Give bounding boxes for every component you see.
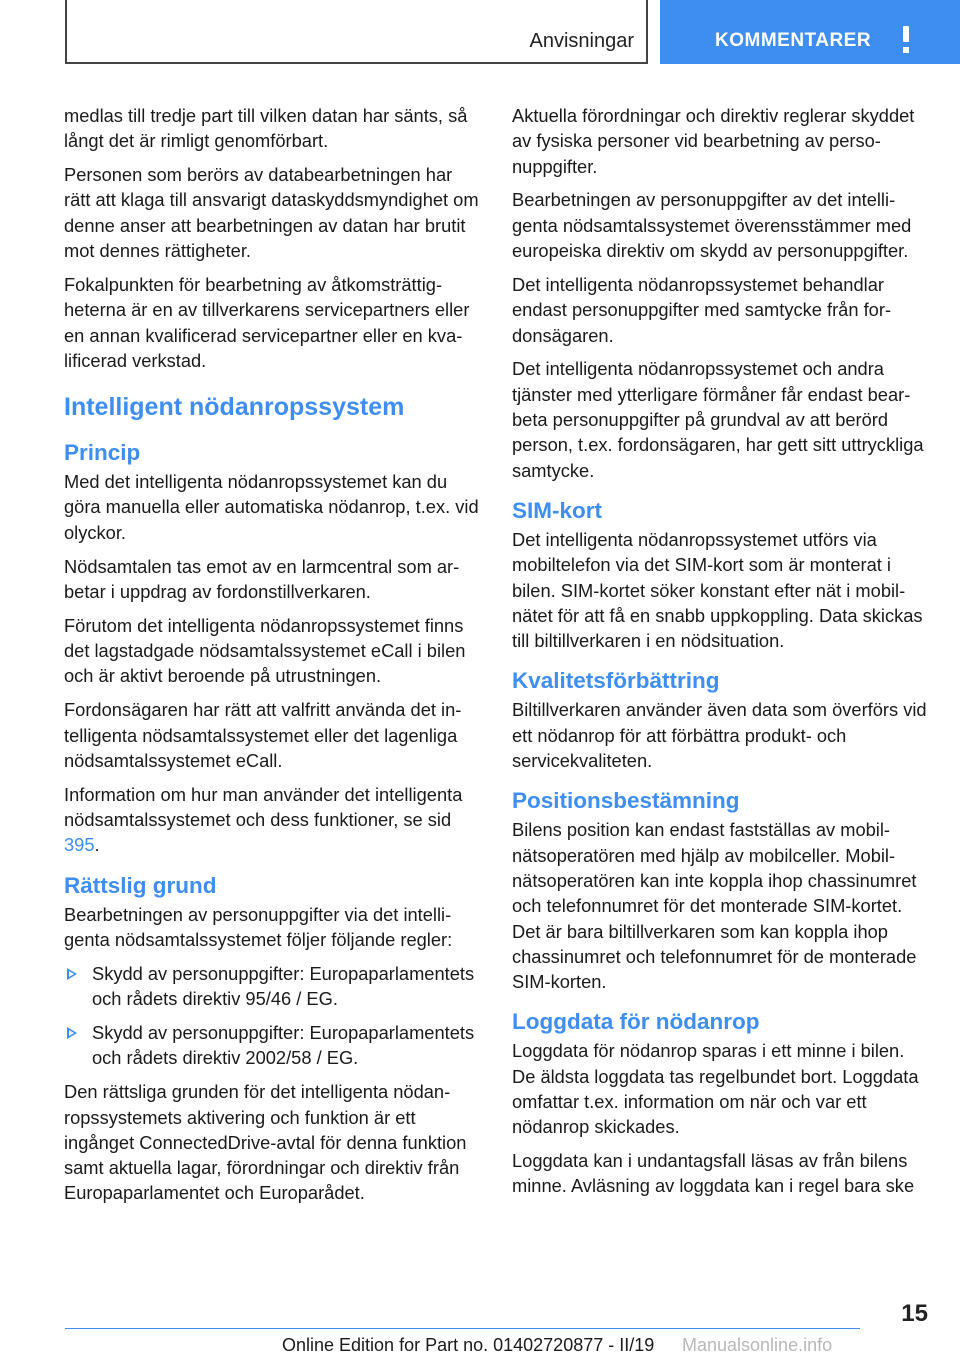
triangle-bullet-icon: [67, 1027, 77, 1039]
paragraph: Aktuella förordningar och direktiv reglerar skyddet av fysiska personer vid bearbetning av personuppgifter.: [512, 105, 915, 177]
paragraph: Fordonsägaren har rätt att valfritt använda det intelligenta nödsamtalssystemet eller det lagenliga nödsamtalssystemet eCall.: [64, 699, 462, 771]
paragraph: Biltillverkaren använder även data som överförs vid ett nödanrop för att förbättra produkt- och servicekvaliteten.: [512, 699, 927, 772]
section-title: Intelligent nödanropssystem: [64, 393, 405, 422]
list-item-text: Skydd av personuppgifter: Europaparlamentets och rådets direktiv 95/46 / EG.: [92, 962, 475, 1010]
subsection-title-position: Positionsbestämning: [512, 788, 740, 814]
paragraph: Bearbetningen av personuppgifter via det intelligenta nödsamtalssystemet följer följande regler:: [64, 903, 453, 950]
paragraph: Det intelligenta nödanropssystemet utförs via mobiltelefon via det SIM-kort som är monterat i bilen. SIM-kortet söker konstant efter nät i mobilnätet för att få en snabb uppkoppling. Data skickas till biltillverkaren i en nödsituation.: [512, 528, 923, 652]
right-column: [512, 103, 928, 1207]
subsection-title-rattslig: Rättslig grund: [64, 872, 217, 898]
footer-edition: Online Edition for Part no. 01402720877 - II/19: [282, 1335, 655, 1355]
paragraph-text: Information om hur man använder det intelligenta nödsamtalssystemet och dess funktioner, se sid: [64, 783, 463, 831]
bullet-list: [64, 961, 482, 1071]
paragraph: Loggdata kan i undantagsfall läsas av från bilens minne. Avläsning av loggdata kan i regel bara ske: [512, 1150, 915, 1197]
subsection-title-sim: SIM-kort: [512, 497, 602, 523]
list-item: [64, 961, 482, 1012]
paragraph: Fokalpunkten för bearbetning av åtkomsträttigheterna är en av tillverkarens servicepartners eller en annan kvalificerad servicepartner eller en kvalificerad verkstad.: [64, 273, 470, 371]
header-tab-box: [65, 0, 648, 64]
paragraph-end: .: [94, 834, 100, 856]
page-number: 15: [901, 1300, 928, 1327]
paragraph: Det intelligenta nödanropssystemet och andra tjänster med ytterligare förmåner får endast bearbeta personuppgifter på grundval av att berörd person, t.ex. fordonsägaren, har gett sitt uttryckliga samtycke.: [512, 358, 924, 481]
paragraph: Bilens position kan endast fastställas av mobilnätsoperatören med hjälp av mobilceller. Mobilnätsoperatören kan inte koppla ihop chassinumret och telefonnumret för det monterade SIM-kortet. Det är bara biltillverkaren som kan koppla ihop chassinumret och telefonnumret för de monterade SIM-korten.: [512, 819, 917, 993]
left-column: [64, 103, 482, 1214]
subsection-title-kvalitet: Kvalitetsförbättring: [512, 668, 720, 694]
header-accent-label: KOMMENTARER: [715, 30, 872, 51]
footer-divider: [65, 1328, 860, 1329]
paragraph: Det intelligenta nödanropssystemet behandlar endast personuppgifter med samtycke från fordonsägaren.: [512, 273, 892, 346]
page-link[interactable]: 395: [64, 834, 95, 856]
subsection-title-princip: Princip: [64, 440, 141, 466]
paragraph: Personen som berörs av databearbetningen har rätt att klaga till ansvarigt dataskyddsmyndighet om denne anser att bearbetningen av datan har brutit mot dennes rättigheter.: [64, 164, 479, 262]
list-item: [64, 1020, 482, 1071]
exclamation-icon: [900, 26, 912, 56]
paragraph: Bearbetningen av personuppgifter av det intelligenta nödsamtalssystemet överensstämmer med europeiska direktiv om skydd av personuppgifter.: [512, 189, 912, 262]
list-item-text: Skydd av personuppgifter: Europaparlamentets och rådets direktiv 2002/58 / EG.: [92, 1022, 475, 1069]
paragraph: Med det intelligenta nödanropssystemet kan du göra manuella eller automatiska nödanrop, t.ex. vid olyckor.: [64, 471, 479, 543]
paragraph: medlas till tredje part till vilken datan har sänts, så långt det är rimligt genomförbart.: [64, 105, 468, 152]
paragraph: Loggdata för nödanrop sparas i ett minne i bilen. De äldsta loggdata tas regelbundet bort. Loggdata omfattar t.ex. information om när och var ett nödanrop skickades.: [512, 1040, 919, 1138]
paragraph-with-link: [64, 782, 482, 858]
subsection-title-loggdata: Loggdata för nödanrop: [512, 1009, 760, 1035]
paragraph: Den rättsliga grunden för det intelligenta nödanropssystemets aktivering och funktion är ett ingånget ConnectedDrive-avtal för denna funktion samt aktuella lagar, förordningar och direktiv från Europaparlamentet och Europarådet.: [64, 1081, 467, 1204]
header-accent-tab: [660, 0, 960, 64]
watermark: Manualsonline.info: [682, 1335, 833, 1355]
triangle-bullet-icon: [67, 968, 77, 980]
header-tab-label: Anvisningar: [529, 30, 634, 52]
paragraph: Nödsamtalen tas emot av en larmcentral som arbetar i uppdrag av fordonstillverkaren.: [64, 555, 460, 602]
paragraph: Förutom det intelligenta nödanropssystemet finns det lagstadgade nödsamtalssystemet eCall i bilen och är aktivt beroende på utrustningen.: [64, 614, 466, 687]
